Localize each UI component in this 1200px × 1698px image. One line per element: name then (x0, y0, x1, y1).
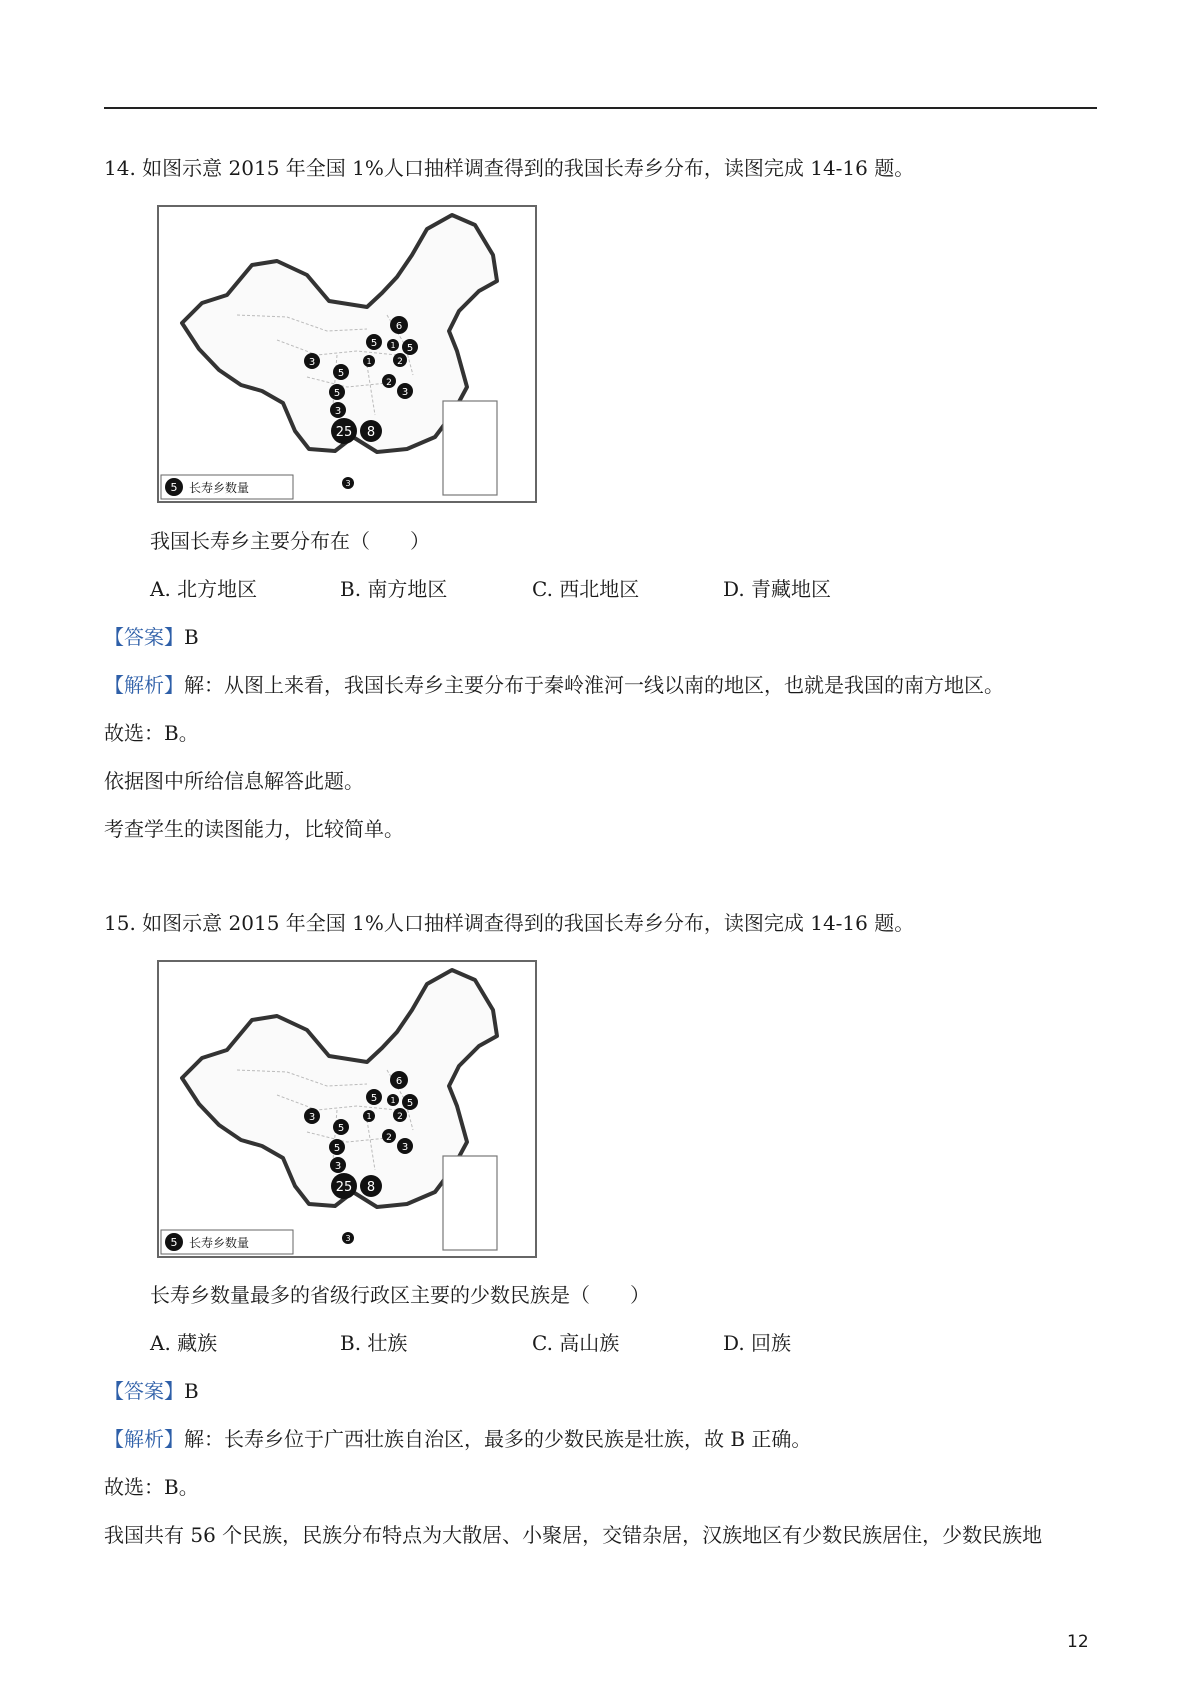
marker-label: 3 (308, 357, 316, 368)
china-longevity-map-15 (157, 960, 537, 1258)
option-c[interactable]: C. 高山族 (532, 1331, 620, 1355)
marker-label: 5 (370, 338, 378, 349)
question-14-answer (104, 624, 199, 650)
analysis-tag: 【解析】 (104, 1427, 184, 1451)
analysis-line: 依据图中所给信息解答此题。 (104, 769, 364, 793)
china-longevity-map-14 (157, 205, 537, 503)
analysis-tag: 【解析】 (104, 673, 184, 697)
marker-label: 5 (406, 1098, 414, 1109)
answer-value: B (184, 625, 199, 649)
marker-label: 6 (395, 321, 403, 332)
analysis-text: 解：从图上来看，我国长寿乡主要分布于秦岭淮河一线以南的地区，也就是我国的南方地区。 (184, 673, 1004, 697)
option-b[interactable]: B. 南方地区 (340, 577, 448, 601)
marker-label: 1 (390, 341, 396, 350)
marker-label: 3 (334, 1161, 342, 1172)
marker-label: 2 (397, 1112, 403, 1122)
analysis-line: 故选：B。 (104, 721, 199, 745)
answer-tag: 【答案】 (104, 625, 184, 649)
analysis-line: 故选：B。 (104, 1475, 199, 1499)
marker-label: 6 (395, 1076, 403, 1087)
marker-label: 1 (366, 1112, 372, 1121)
option-c[interactable]: C. 西北地区 (532, 577, 640, 601)
marker-label: 2 (397, 357, 403, 367)
marker-label: 8 (366, 425, 376, 440)
marker-label: 2 (386, 1133, 392, 1143)
question-14-analysis (104, 672, 1004, 698)
question-15-answer (104, 1378, 199, 1404)
marker-label: 1 (390, 1096, 396, 1105)
marker-label: 5 (370, 1093, 378, 1104)
marker-label: 3 (345, 1234, 351, 1243)
marker-label: 25 (335, 425, 353, 440)
answer-value: B (184, 1379, 199, 1403)
marker-label: 3 (334, 406, 342, 417)
marker-label: 25 (335, 1180, 353, 1195)
analysis-text: 解：长寿乡位于广西壮族自治区，最多的少数民族是壮族，故 B 正确。 (184, 1427, 812, 1451)
page-number: 12 (1067, 1632, 1089, 1652)
marker-label: 5 (337, 1123, 345, 1134)
option-a[interactable]: A. 藏族 (150, 1331, 218, 1355)
header-rule (104, 107, 1097, 109)
marker-label: 2 (386, 378, 392, 388)
marker-label: 3 (345, 479, 351, 488)
marker-label: 5 (337, 368, 345, 379)
option-d[interactable]: D. 青藏地区 (723, 577, 832, 601)
legend-label: 长寿乡数量 (189, 481, 250, 495)
question-15-analysis (104, 1426, 811, 1452)
question-15-map (157, 960, 537, 1258)
legend-label: 长寿乡数量 (189, 1236, 250, 1250)
marker-label: 5 (333, 1143, 341, 1154)
analysis-line: 考查学生的读图能力，比较简单。 (104, 817, 404, 841)
option-a[interactable]: A. 北方地区 (150, 577, 258, 601)
question-15-stem: 15. 如图示意 2015 年全国 1%人口抽样调查得到的我国长寿乡分布，读图完成 14-16 题。 (104, 911, 915, 935)
answer-tag: 【答案】 (104, 1379, 184, 1403)
marker-label: 3 (401, 1142, 409, 1153)
question-14-stem: 14. 如图示意 2015 年全国 1%人口抽样调查得到的我国长寿乡分布，读图完成 14-16 题。 (104, 156, 915, 180)
marker-label: 3 (401, 387, 409, 398)
marker-label: 5 (333, 388, 341, 399)
question-14-prompt: 我国长寿乡主要分布在（ ） (150, 529, 430, 553)
legend-value: 5 (170, 481, 178, 494)
analysis-line: 我国共有 56 个民族，民族分布特点为大散居、小聚居，交错杂居，汉族地区有少数民族居住，少数民族地 (104, 1523, 1043, 1547)
question-15-prompt: 长寿乡数量最多的省级行政区主要的少数民族是（ ） (150, 1283, 650, 1307)
marker-label: 3 (308, 1112, 316, 1123)
option-b[interactable]: B. 壮族 (340, 1331, 408, 1355)
marker-label: 8 (366, 1180, 376, 1195)
marker-label: 5 (406, 343, 414, 354)
marker-label: 1 (366, 357, 372, 366)
option-d[interactable]: D. 回族 (723, 1331, 792, 1355)
question-14-map (157, 205, 537, 503)
legend-value: 5 (170, 1236, 178, 1249)
